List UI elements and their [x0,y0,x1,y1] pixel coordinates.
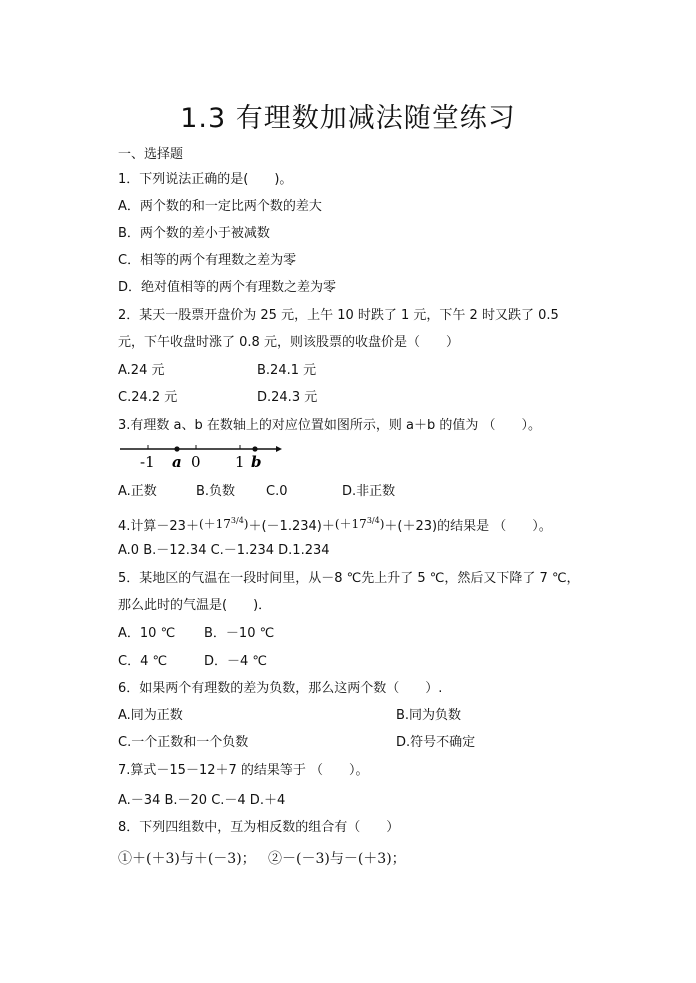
label-b: b [251,453,262,471]
q4-stem [118,512,552,536]
q5-option-c: C．4 ℃ [118,654,168,669]
point-a [174,446,179,451]
q5-option-d: D．－4 ℃ [204,654,268,669]
q6-option-a: A.同为正数 [118,708,183,723]
q2-stem-line1: 2．某天一股票开盘价为 25 元，上午 10 时跌了 1 元，下午 2 时又跌了 0.5 [118,308,559,323]
number-line-figure [118,440,288,472]
q3-stem: 3.有理数 a、b 在数轴上的对应位置如图所示，则 a＋b 的值为 （ ）。 [118,418,542,433]
number-line-svg [118,440,288,472]
q7-stem: 7.算式－15－12＋7 的结果等于 （ ）。 [118,763,369,778]
q3-option-a: A.正数 [118,484,157,499]
q6-option-d: D.符号不确定 [396,735,476,750]
q8-stem: 8．下列四组数中，互为相反数的组合有（ ） [118,820,400,835]
q3-option-d: D.非正数 [342,484,396,499]
q2-option-d: D.24.3 元 [257,390,318,405]
q3-option-c: C.0 [266,484,288,499]
q6-option-c: C.一个正数和一个负数 [118,735,249,750]
q4-suffix: ＋(＋23)的结果是 （ ）。 [384,519,552,534]
label-zero: 0 [191,453,201,471]
q4-prefix: 4.计算－23＋ [118,519,199,534]
q2-option-a: A.24 元 [118,363,165,378]
label-minus-one: -1 [140,453,155,471]
q2-stem-line2: 元，下午收盘时涨了 0.8 元，则该股票的收盘价是（ ） [118,335,459,350]
q1-option-b: B．两个数的差小于被减数 [118,226,270,241]
q7-options: A.－34 B.－20 C.－4 D.＋4 [118,793,286,808]
q2-option-c: C.24.2 元 [118,390,178,405]
section-heading: 一、选择题 [118,147,184,162]
q6-stem: 6．如果两个有理数的差为负数，那么这两个数（ ）. [118,681,443,696]
q5-stem-line1: 5．某地区的气温在一段时间里，从－8 ℃先上升了 5 ℃，然后又下降了 7 ℃， [118,571,580,586]
label-one: 1 [235,453,245,471]
q8-item-1: ①＋(＋3)与＋(－3)； [118,851,256,867]
point-b [252,446,257,451]
q4-mid: ＋(－1.234)＋ [248,519,335,534]
label-a: a [172,453,182,471]
q1-option-a: A．两个数的和一定比两个数的差大 [118,199,322,214]
q1-option-c: C．相等的两个有理数之差为零 [118,253,297,268]
q5-option-a: A．10 ℃ [118,626,176,641]
page-title: 1.3 有理数加减法随堂练习 [180,103,516,134]
q4-options: A.0 B.－12.34 C.－1.234 D.1.234 [118,543,330,558]
q4-mixed-number-1: $(+17^{3/4})$ [198,516,249,531]
q1-stem: 1．下列说法正确的是( )。 [118,172,293,187]
q5-stem-line2: 那么此时的气温是( )． [118,598,272,613]
q3-option-b: B.负数 [196,484,236,499]
q8-item-2: ②－(－3)与－(＋3)； [268,851,406,867]
q1-option-d: D．绝对值相等的两个有理数之差为零 [118,280,337,295]
axis-arrow-icon [276,446,282,452]
q5-option-b: B．－10 ℃ [204,626,275,641]
q2-option-b: B.24.1 元 [257,363,317,378]
q4-mixed-number-2: $(+17^{3/4})$ [334,516,385,531]
q6-option-b: B.同为负数 [396,708,462,723]
